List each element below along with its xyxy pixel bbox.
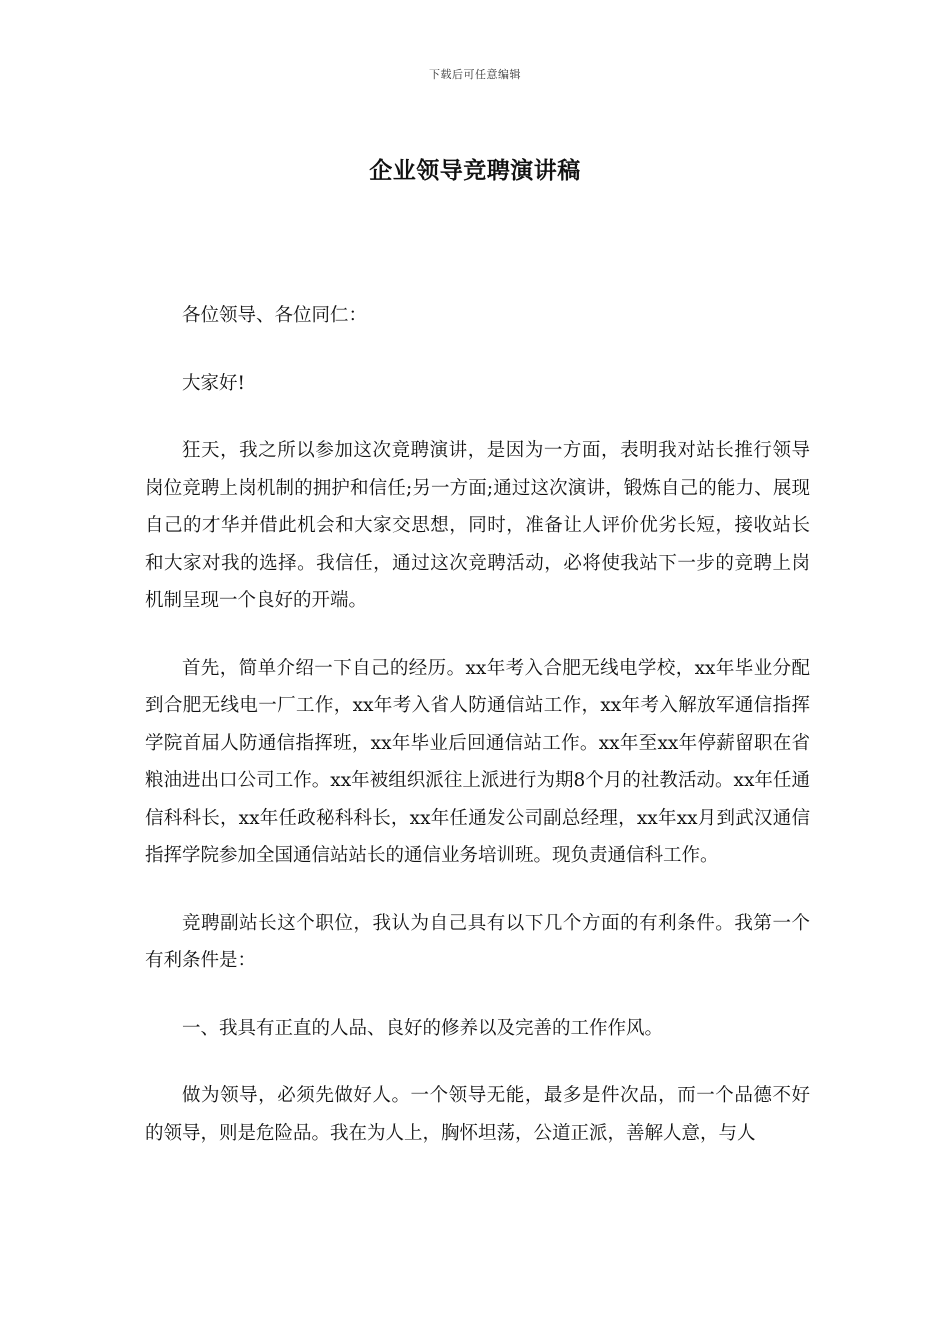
header-note: 下载后可任意编辑 <box>429 68 521 81</box>
paragraph-point-one: 一、我具有正直的人品、良好的修养以及完善的工作作风。 <box>182 1017 664 1039</box>
document-title: 企业领导竞聘演讲稿 <box>369 157 581 184</box>
document-body <box>145 297 810 1182</box>
paragraph-salutation: 各位领导、各位同仁： <box>182 305 368 326</box>
paragraph-experience: 首先，简单介绍一下自己的经历。xx年考入合肥无线电学校，xx年毕业分配到合肥无线电一厂工作，xx年考入省人防通信站工作，xx年考入解放军通信指挥学院首届人防通信指挥班，xx年毕业后回通信站工作。xx年至xx年停薪留职在省粮油进出口公司工作。xx年被组织派往上派进行为期8个月的社教活动。xx年任通信科科长，xx年任政秘科科长，xx年任通发公司副总经理，xx年xx月到武汉通信指挥学院参加全国通信站站长的通信业务培训班。现负责通信科工作。 <box>145 657 810 866</box>
paragraph-character: 做为领导，必须先做好人。一个领导无能，最多是件次品，而一个品德不好的领导，则是危险品。我在为人上，胸怀坦荡，公道正派，善解人意，与人 <box>145 1085 810 1144</box>
paragraph-greeting: 大家好! <box>182 372 245 394</box>
paragraph-intro: 狂天，我之所以参加这次竟聘演讲，是因为一方面，表明我对站长推行领导岗位竞聘上岗机制的拥护和信任;另一方面;通过这次演讲，锻炼自己的能力、展现自己的才华并借此机会和大家交思想，同时，准备让人评价优劣长短，接收站长和大家对我的选择。我信任，通过这次竞聘活动，必将使我站下一步的竞聘上岗机制呈现一个良好的开端。 <box>145 440 810 611</box>
paragraph-conditions: 竞聘副站长这个职位，我认为自己具有以下几个方面的有利条件。我第一个有利条件是： <box>145 912 810 971</box>
